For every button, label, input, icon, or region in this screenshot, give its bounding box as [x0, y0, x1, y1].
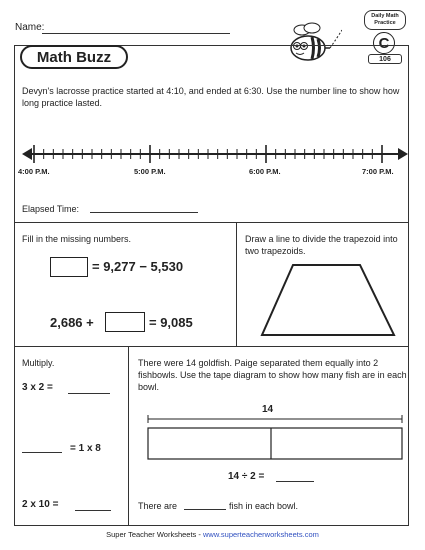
badge-letter: C: [373, 32, 395, 54]
divider: [236, 222, 237, 346]
problem1-text: Devyn's lacrosse practice started at 4:10, and ended at 6:30. Use the number line to show how long practice lasted.: [22, 86, 400, 108]
tape-total-label: 14: [262, 404, 274, 415]
multiply-equation-1: 3 x 2 =: [22, 382, 53, 393]
division-equation: 14 ÷ 2 =: [228, 471, 265, 482]
problem4-text: Multiply.: [22, 358, 55, 368]
worksheet-title: Math Buzz: [20, 45, 128, 69]
badge-number: 106: [368, 54, 402, 64]
trapezoid-shape[interactable]: [260, 263, 400, 339]
divider: [128, 346, 129, 526]
problem3-text: Draw a line to divide the trapezoid into two trapezoids.: [245, 234, 398, 256]
multiply-answer-2[interactable]: [22, 452, 62, 453]
name-label: Name:: [15, 22, 45, 33]
problem2-equation1: = 9,277 − 5,530: [92, 259, 184, 274]
tick-label-3: 6:00 P.M.: [249, 167, 281, 176]
footer: [0, 530, 425, 539]
badge-line1: Daily Math: [371, 13, 399, 19]
number-line[interactable]: [14, 140, 409, 180]
problem5-text: There were 14 goldfish. Paige separated them equally into 2 fishbowls. Use the tape diagram to show how many fish are in each bowl.: [138, 358, 407, 392]
elapsed-time-field[interactable]: [90, 212, 198, 213]
answer-prefix: There are: [138, 501, 178, 511]
multiply-answer-1[interactable]: [68, 393, 110, 394]
fish-per-bowl-answer[interactable]: [184, 509, 226, 510]
missing-number-box-1[interactable]: [50, 257, 88, 277]
footer-link[interactable]: www.superteacherworksheets.com: [202, 530, 319, 539]
tick-label-2: 5:00 P.M.: [134, 167, 166, 176]
tick-label-1: 4:00 P.M.: [18, 167, 50, 176]
tick-label-4: 7:00 P.M.: [362, 167, 394, 176]
answer-suffix: fish in each bowl.: [229, 501, 299, 511]
footer-text: Super Teacher Worksheets -: [106, 530, 203, 539]
missing-number-box-2[interactable]: [105, 312, 145, 332]
divider: [14, 346, 409, 347]
problem2-text: Fill in the missing numbers.: [22, 234, 132, 244]
division-answer[interactable]: [276, 481, 314, 482]
elapsed-time-label: Elapsed Time:: [22, 204, 80, 214]
badge-line2: Practice: [374, 20, 396, 26]
multiply-answer-3[interactable]: [75, 510, 111, 511]
multiply-equation-2: = 1 x 8: [70, 443, 101, 454]
divider: [14, 222, 409, 223]
problem2-equation2-left: 2,686 +: [50, 315, 94, 330]
multiply-equation-3: 2 x 10 =: [22, 499, 59, 510]
name-field[interactable]: [42, 33, 230, 34]
problem2-equation2-right: = 9,085: [149, 315, 193, 330]
tape-diagram[interactable]: [145, 413, 405, 463]
